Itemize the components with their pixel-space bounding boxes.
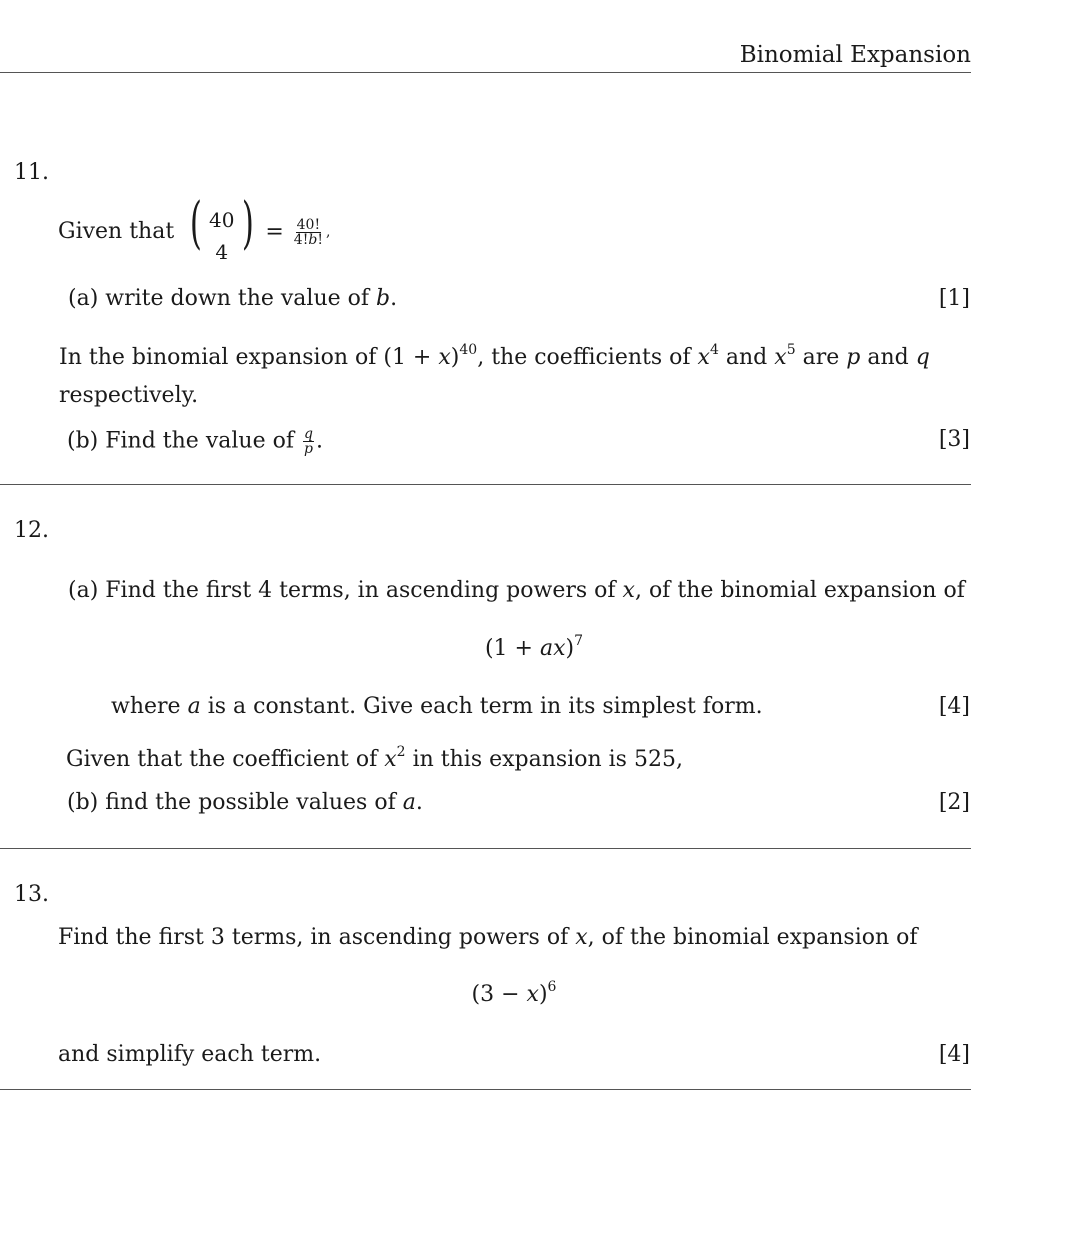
q11-part-b [67, 427, 323, 456]
text: are [802, 345, 840, 370]
fraction-numerator: q [303, 426, 313, 442]
fraction-numerator: 40! [296, 216, 321, 233]
text: and [867, 345, 909, 370]
part-label: (a) [68, 578, 99, 603]
q12-given-line [66, 744, 683, 772]
q12-part-a [68, 578, 965, 603]
page-header-title: Binomial Expansion [739, 42, 971, 68]
variable-x: x [438, 345, 451, 370]
exponent: 2 [396, 744, 406, 760]
variable-ax: ax [539, 636, 566, 661]
question-12-number: 12. [14, 518, 49, 543]
text: where [111, 694, 181, 719]
part-label: (b) [67, 428, 99, 454]
q11-binomial-coefficient: ( 40 4 ) [185, 196, 258, 268]
equals-sign: = [265, 219, 284, 245]
fraction-denominator: 4!b! [293, 231, 323, 248]
variable-x: x [622, 578, 635, 603]
part-text: , of the binomial expansion of [634, 578, 965, 603]
q13-expression [0, 979, 1048, 1007]
q11-given-statement [58, 191, 331, 268]
question-11-number: 11. [14, 160, 49, 185]
text: is a constant. Give each term in its simplest form. [207, 694, 763, 719]
text: ) [538, 982, 548, 1007]
text: (1 + [484, 636, 533, 661]
question-divider [0, 1089, 971, 1090]
text: Given that the coefficient of [66, 747, 378, 772]
q12-where-line [111, 694, 763, 719]
question-13-number: 13. [14, 882, 49, 907]
text: and [725, 345, 768, 370]
q11-intro-line-2: respectively. [59, 383, 199, 408]
part-label: (b) [67, 790, 99, 815]
exponent: 6 [547, 979, 557, 995]
question-divider [0, 848, 971, 849]
part-text: Find the value of [105, 428, 294, 454]
text: in this expansion is 525, [412, 747, 683, 772]
variable-x: x [774, 345, 787, 370]
q11-intro-line-1 [59, 342, 930, 370]
q13-simplify: and simplify each term. [58, 1042, 322, 1067]
period: . [315, 428, 323, 454]
variable-a: a [187, 694, 201, 719]
q11-given-prefix: Given that [58, 219, 175, 244]
exponent: 40 [459, 342, 478, 358]
q12-expression [0, 633, 1068, 661]
variable-q: q [915, 345, 930, 370]
binom-bottom: 4 [215, 240, 229, 264]
exponent: 4 [709, 342, 719, 358]
text: Find the first 3 terms, in ascending powers of [58, 925, 569, 950]
period: . [390, 286, 398, 311]
exponent: 7 [574, 633, 584, 649]
q12-part-b-marks: [2] [938, 790, 970, 815]
text: ) [450, 345, 460, 370]
text: , of the binomial expansion of [587, 925, 918, 950]
variable-b: b [376, 286, 391, 311]
part-label: (a) [68, 286, 99, 311]
variable-x: x [697, 345, 710, 370]
text: In the binomial expansion of (1 + [59, 345, 432, 370]
q12-part-b [67, 790, 423, 815]
variable-x: x [384, 747, 397, 772]
header-rule [0, 72, 971, 73]
q11-factorial-fraction [293, 218, 324, 247]
text: , the coefficients of [477, 345, 691, 370]
part-text: Find the first 4 terms, in ascending powers of [105, 578, 616, 603]
text: ) [565, 636, 575, 661]
variable-x: x [526, 982, 539, 1007]
variable-p: p [846, 345, 861, 370]
text: (3 − [471, 982, 520, 1007]
q11-part-a [68, 286, 397, 311]
q11-part-a-marks: [1] [938, 286, 970, 311]
variable-a: a [402, 790, 416, 815]
comma: , [325, 224, 331, 240]
exponent: 5 [786, 342, 796, 358]
question-divider [0, 484, 971, 485]
fraction-denominator: p [303, 441, 313, 457]
q-over-p-fraction [303, 427, 314, 456]
q13-marks: [4] [938, 1042, 970, 1067]
q12-part-a-marks: [4] [938, 694, 970, 719]
variable-x: x [575, 925, 588, 950]
part-text: find the possible values of [105, 790, 396, 815]
binom-top: 40 [209, 208, 235, 232]
part-text: write down the value of [105, 286, 370, 311]
period: . [415, 790, 423, 815]
q11-part-b-marks: [3] [938, 427, 970, 452]
q13-text [58, 925, 918, 950]
